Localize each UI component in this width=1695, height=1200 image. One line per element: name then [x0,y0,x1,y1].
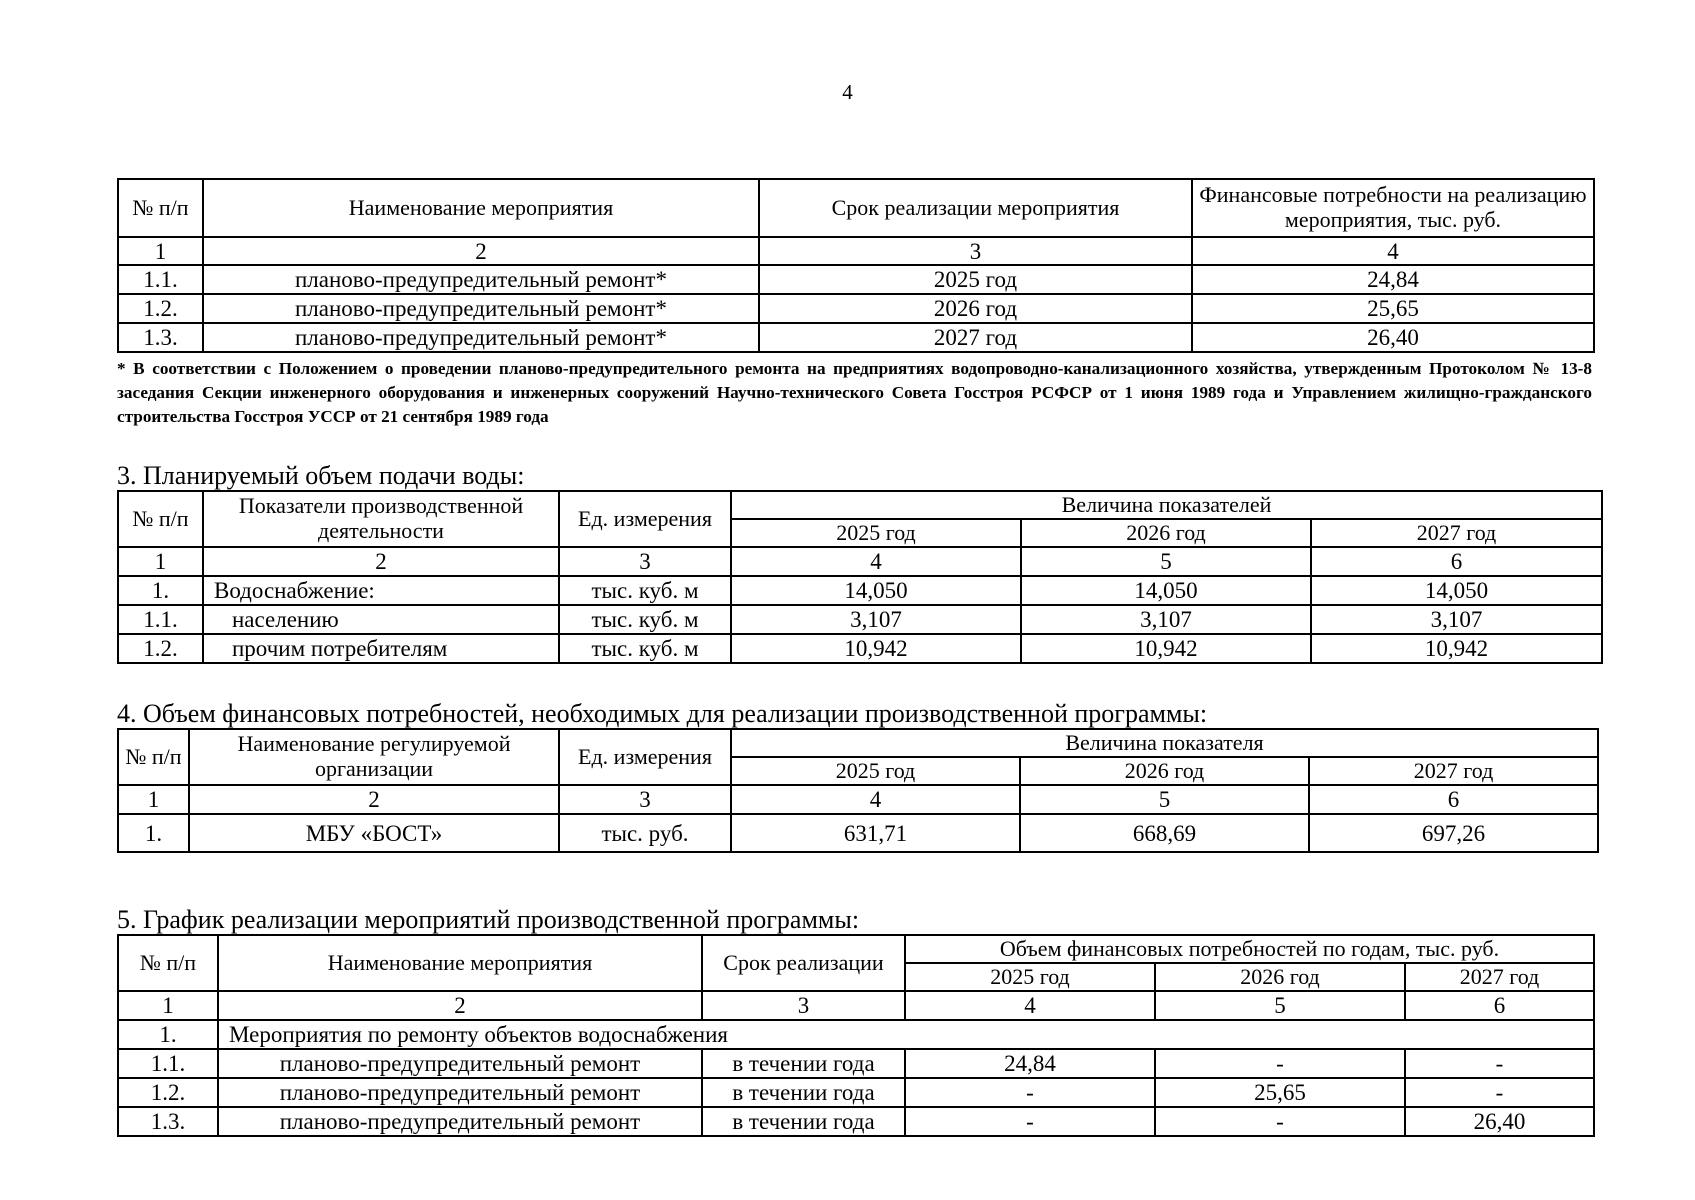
row-term: 2027 год [759,323,1192,352]
col-number: 4 [905,991,1155,1020]
column-number-row [118,991,1594,1020]
table-activities-finance [117,178,1595,353]
row-value: 25,65 [1192,294,1594,323]
column-number-row [118,785,1598,814]
table-row [118,1107,1594,1136]
page-number: 4 [842,80,853,104]
row-num: 1.1. [118,1049,218,1078]
col-number: 3 [559,547,731,576]
row-value: 10,942 [1021,634,1311,663]
col-number: 3 [759,237,1192,265]
row-num: 1.1. [118,265,203,294]
row-value: - [1155,1049,1405,1078]
row-num: 1.2. [118,1078,218,1107]
header-term: Срок реализации [702,935,905,991]
col-number: 1 [118,991,218,1020]
header-name: Наименование мероприятия [203,179,759,237]
row-name: населению [203,605,559,634]
row-value: 14,050 [1021,576,1311,605]
table-row [118,605,1602,634]
col-number: 6 [1311,547,1602,576]
row-value: 3,107 [1311,605,1602,634]
row-term: в течении года [702,1078,905,1107]
row-group-title: Мероприятия по ремонту объектов водоснабжения [218,1020,1594,1049]
table-header-row [118,935,1594,963]
col-number: 1 [118,547,203,576]
header-indicator: Показатели производственной деятельности [203,491,559,547]
header-year: 2025 год [731,757,1020,785]
header-name: Наименование мероприятия [218,935,702,991]
row-value: - [1405,1049,1594,1078]
row-value: - [905,1107,1155,1136]
header-group-values: Величина показателей [731,491,1602,519]
header-unit: Ед. измерения [559,729,731,785]
header-year: 2025 год [905,963,1155,991]
col-number: 1 [118,237,203,265]
col-number: 6 [1309,785,1598,814]
header-num: № п/п [118,179,203,237]
row-value: 3,107 [1021,605,1311,634]
row-value: - [1405,1078,1594,1107]
table-row [118,323,1594,352]
table-header-row [118,729,1598,757]
section-4-title: 4. Объем финансовых потребностей, необходимых для реализации производственной программы: [117,699,1208,728]
row-unit: тыс. куб. м [559,605,731,634]
col-number: 2 [189,785,559,814]
row-num: 1. [118,814,189,852]
row-unit: тыс. куб. м [559,634,731,663]
row-value: 14,050 [731,576,1021,605]
col-number: 6 [1405,991,1594,1020]
row-value: 3,107 [731,605,1021,634]
col-number: 3 [702,991,905,1020]
header-term: Срок реализации мероприятия [759,179,1192,237]
row-name: планово-предупредительный ремонт* [203,294,759,323]
section-5-title: 5. График реализации мероприятий производственной программы: [117,905,860,934]
row-value: 14,050 [1311,576,1602,605]
row-value: - [905,1078,1155,1107]
header-year: 2027 год [1309,757,1598,785]
header-year: 2027 год [1405,963,1594,991]
row-organization: МБУ «БОСТ» [189,814,559,852]
row-name: прочим потребителям [203,634,559,663]
row-value: 24,84 [905,1049,1155,1078]
row-term: в течении года [702,1107,905,1136]
row-term: 2025 год [759,265,1192,294]
table-row [118,294,1594,323]
header-year: 2026 год [1020,757,1309,785]
row-value: 24,84 [1192,265,1594,294]
row-name: Водоснабжение: [203,576,559,605]
table-row [118,1049,1594,1078]
row-unit: тыс. куб. м [559,576,731,605]
header-year: 2027 год [1311,519,1602,547]
table-implementation-schedule [117,934,1595,1137]
row-num: 1.3. [118,1107,218,1136]
col-number: 1 [118,785,189,814]
row-name: планово-предупредительный ремонт [218,1078,702,1107]
row-value: 10,942 [731,634,1021,663]
row-term: в течении года [702,1049,905,1078]
row-value: 668,69 [1020,814,1309,852]
col-number: 2 [218,991,702,1020]
table-header-row [118,491,1602,519]
row-num: 1. [118,1020,218,1049]
header-num: № п/п [118,491,203,547]
row-value: 631,71 [731,814,1020,852]
row-name: планово-предупредительный ремонт* [203,323,759,352]
table-row [118,814,1598,852]
row-num: 1.2. [118,294,203,323]
row-value: 697,26 [1309,814,1598,852]
header-group-values: Объем финансовых потребностей по годам, тыс. руб. [905,935,1594,963]
col-number: 5 [1021,547,1311,576]
row-value: - [1155,1107,1405,1136]
table-row [118,265,1594,294]
col-number: 5 [1020,785,1309,814]
header-year: 2025 год [731,519,1021,547]
col-number: 4 [731,547,1021,576]
header-year: 2026 год [1155,963,1405,991]
header-finance: Финансовые потребности на реализацию мероприятия, тыс. руб. [1192,179,1594,237]
row-num: 1.3. [118,323,203,352]
table-row [118,576,1602,605]
column-number-row [118,547,1602,576]
row-term: 2026 год [759,294,1192,323]
table-water-supply-volume [117,490,1603,664]
row-name: планово-предупредительный ремонт* [203,265,759,294]
header-num: № п/п [118,935,218,991]
header-group-values: Величина показателя [731,729,1598,757]
row-name: планово-предупредительный ремонт [218,1049,702,1078]
row-name: планово-предупредительный ремонт [218,1107,702,1136]
row-value: 26,40 [1405,1107,1594,1136]
row-value: 26,40 [1192,323,1594,352]
row-value: 10,942 [1311,634,1602,663]
table-financial-needs [117,728,1599,853]
row-value: 25,65 [1155,1078,1405,1107]
footnote: * В соответствии с Положением о проведении планово-предупредительного ремонта на предприятиях водопроводно-канализационного хозяйства, утвержденным Протоколом № 13-8 заседания Секции инженерного оборудования и инженерных сооружений Научно-технического Совета Госстроя РСФСР от 1 июня 1989 года и Управлением жилищно-гражданского строительства Госстроя УССР от 21 сентября 1989 года [117,359,1592,426]
section-3-title: 3. Планируемый объем подачи воды: [117,461,525,490]
row-unit: тыс. руб. [559,814,731,852]
table-group-row [118,1020,1594,1049]
header-unit: Ед. измерения [559,491,731,547]
table-row [118,634,1602,663]
row-num: 1. [118,576,203,605]
table-header-row [118,179,1594,237]
header-num: № п/п [118,729,189,785]
header-year: 2026 год [1021,519,1311,547]
col-number: 2 [203,547,559,576]
col-number: 3 [559,785,731,814]
row-num: 1.1. [118,605,203,634]
col-number: 4 [731,785,1020,814]
header-organization: Наименование регулируемой организации [189,729,559,785]
col-number: 4 [1192,237,1594,265]
col-number: 5 [1155,991,1405,1020]
column-number-row [118,237,1594,265]
table-row [118,1078,1594,1107]
row-num: 1.2. [118,634,203,663]
col-number: 2 [203,237,759,265]
